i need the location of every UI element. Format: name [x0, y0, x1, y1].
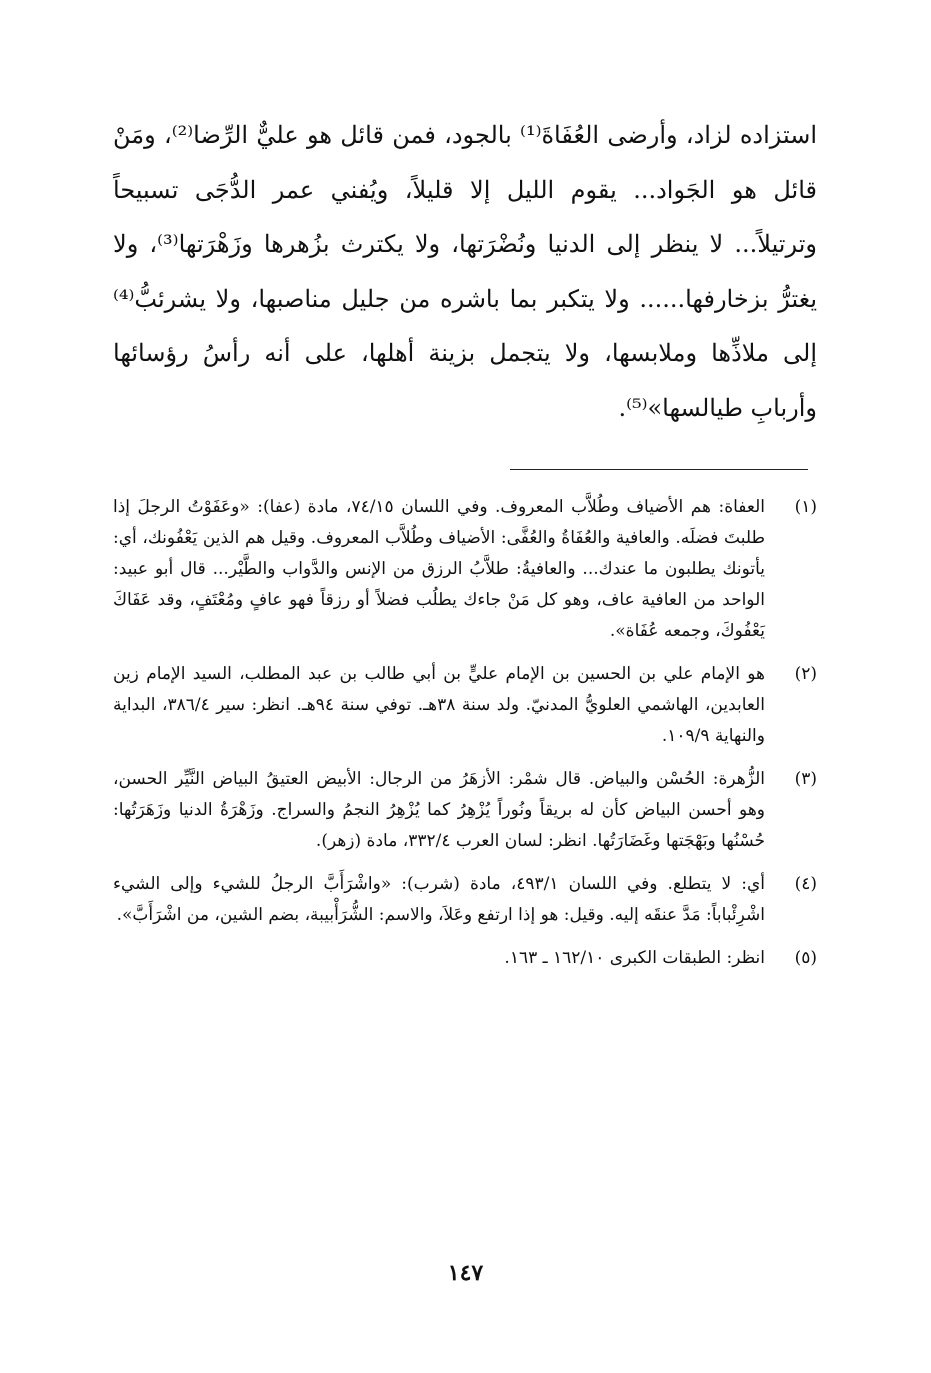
footnote-text: الزُّهرة: الحُسْن والبياض. قال شمْر: الأزهَرُ من الرجال: الأبيض العتيقُ البياض النَّيِّر الحسن، وهو أحسن البياض كأن له بريقاً ونُوراً يُزْهِرُ كما يُزْهِرُ النجمُ والسراج. وزَهْرَةُ الدنيا وزَهَرَتُها: حُسْنُها وبَهْجَتها وغَضَارَتُها. انظر: لسان العرب ٣٣٢/٤، مادة (زهر).	[113, 769, 765, 851]
footnote-4	[113, 869, 817, 931]
page-number: ١٤٧	[447, 1260, 484, 1286]
footnote-text: العفاة: هم الأضياف وطُلاَّب المعروف. وفي اللسان ٧٤/١٥، مادة (عفا): «وعَفَوْتُ الرجلَ إذا طلبتَ فضلَه. والعافية والعُفَاةُ والعُفَّى: الأضياف وطُلاَّب المعروف. وقيل هم الذين يَعْفُونك، أي: يأتونك يطلبون ما عندك... والعافيةُ: طلاَّبُ الرزق من الإنس والدَّواب والطَّيْر... قال أبو عبيد: الواحد من العافية عاف، وهو كل مَنْ جاءك يطلُب فضلاً أو رزقاً فهو عافٍ ومُعْتَفٍ، وقد عَفَاكَ يَعْفُوكَ، وجمعه عُفَاة».	[113, 497, 765, 641]
main-text-block	[113, 108, 817, 435]
footnote-1	[113, 492, 817, 647]
footnote-divider	[510, 469, 808, 470]
footnote-2	[113, 659, 817, 752]
footnote-number: (٢)	[794, 664, 817, 684]
footnotes-section	[113, 492, 817, 986]
footnote-number: (٣)	[794, 769, 817, 789]
footnote-3	[113, 764, 817, 857]
footnote-number: (٤)	[794, 874, 817, 894]
footnote-text: هو الإمام علي بن الحسين بن الإمام عليٍّ بن أبي طالب بن عبد المطلب، السيد الإمام زين العابدين، الهاشمي العلويُّ المدنيّ. ولد سنة ٣٨هـ. توفي سنة ٩٤هـ. انظر: سير ٣٨٦/٤، البداية والنهاية ١٠٩/٩.	[113, 664, 766, 746]
footnote-text: أي: لا يتطلع. وفي اللسان ٤٩٣/١، مادة (شرب): «واشْرَأَبَّ الرجلُ للشيء وإلى الشيء اشْرِئْباباً: مَدَّ عنقَه إليه. وقيل: هو إذا ارتفع وعَلاَ، والاسم: الشُّرَأْبيبة، بضم الشين، من اشْرَأَبَّ».	[113, 874, 765, 925]
footnote-number: (١)	[794, 497, 817, 517]
main-paragraph: استزاده لزاد، وأرضى العُفَاةَ⁽¹⁾ بالجود، فمن قائل هو عليٌّ الرِّضا⁽²⁾، ومَنْ قائل هو الجَواد... يقوم الليل إلا قليلاً، ويُفني عمر الدُّجَى تسبيحاً وترتيلاً... لا ينظر إلى الدنيا ونُضْرَتها، ولا يكترث بزُهرها وزَهْرَتها⁽³⁾، ولا يغترُّ بزخارفها...... ولا يتكبر بما باشره من جليل مناصبها، ولا يشرئبُّ⁽⁴⁾ إلى ملاذِّها وملابسها، ولا يتجمل بزينة أهلها، على أنه رأسُ رؤسائها وأربابِ طيالسها»⁽⁵⁾.	[113, 121, 818, 422]
footnote-text: انظر: الطبقات الكبرى ١٦٢/١٠ ـ ١٦٣.	[504, 948, 765, 968]
footnote-5	[113, 943, 817, 974]
footnote-number: (٥)	[794, 948, 817, 968]
